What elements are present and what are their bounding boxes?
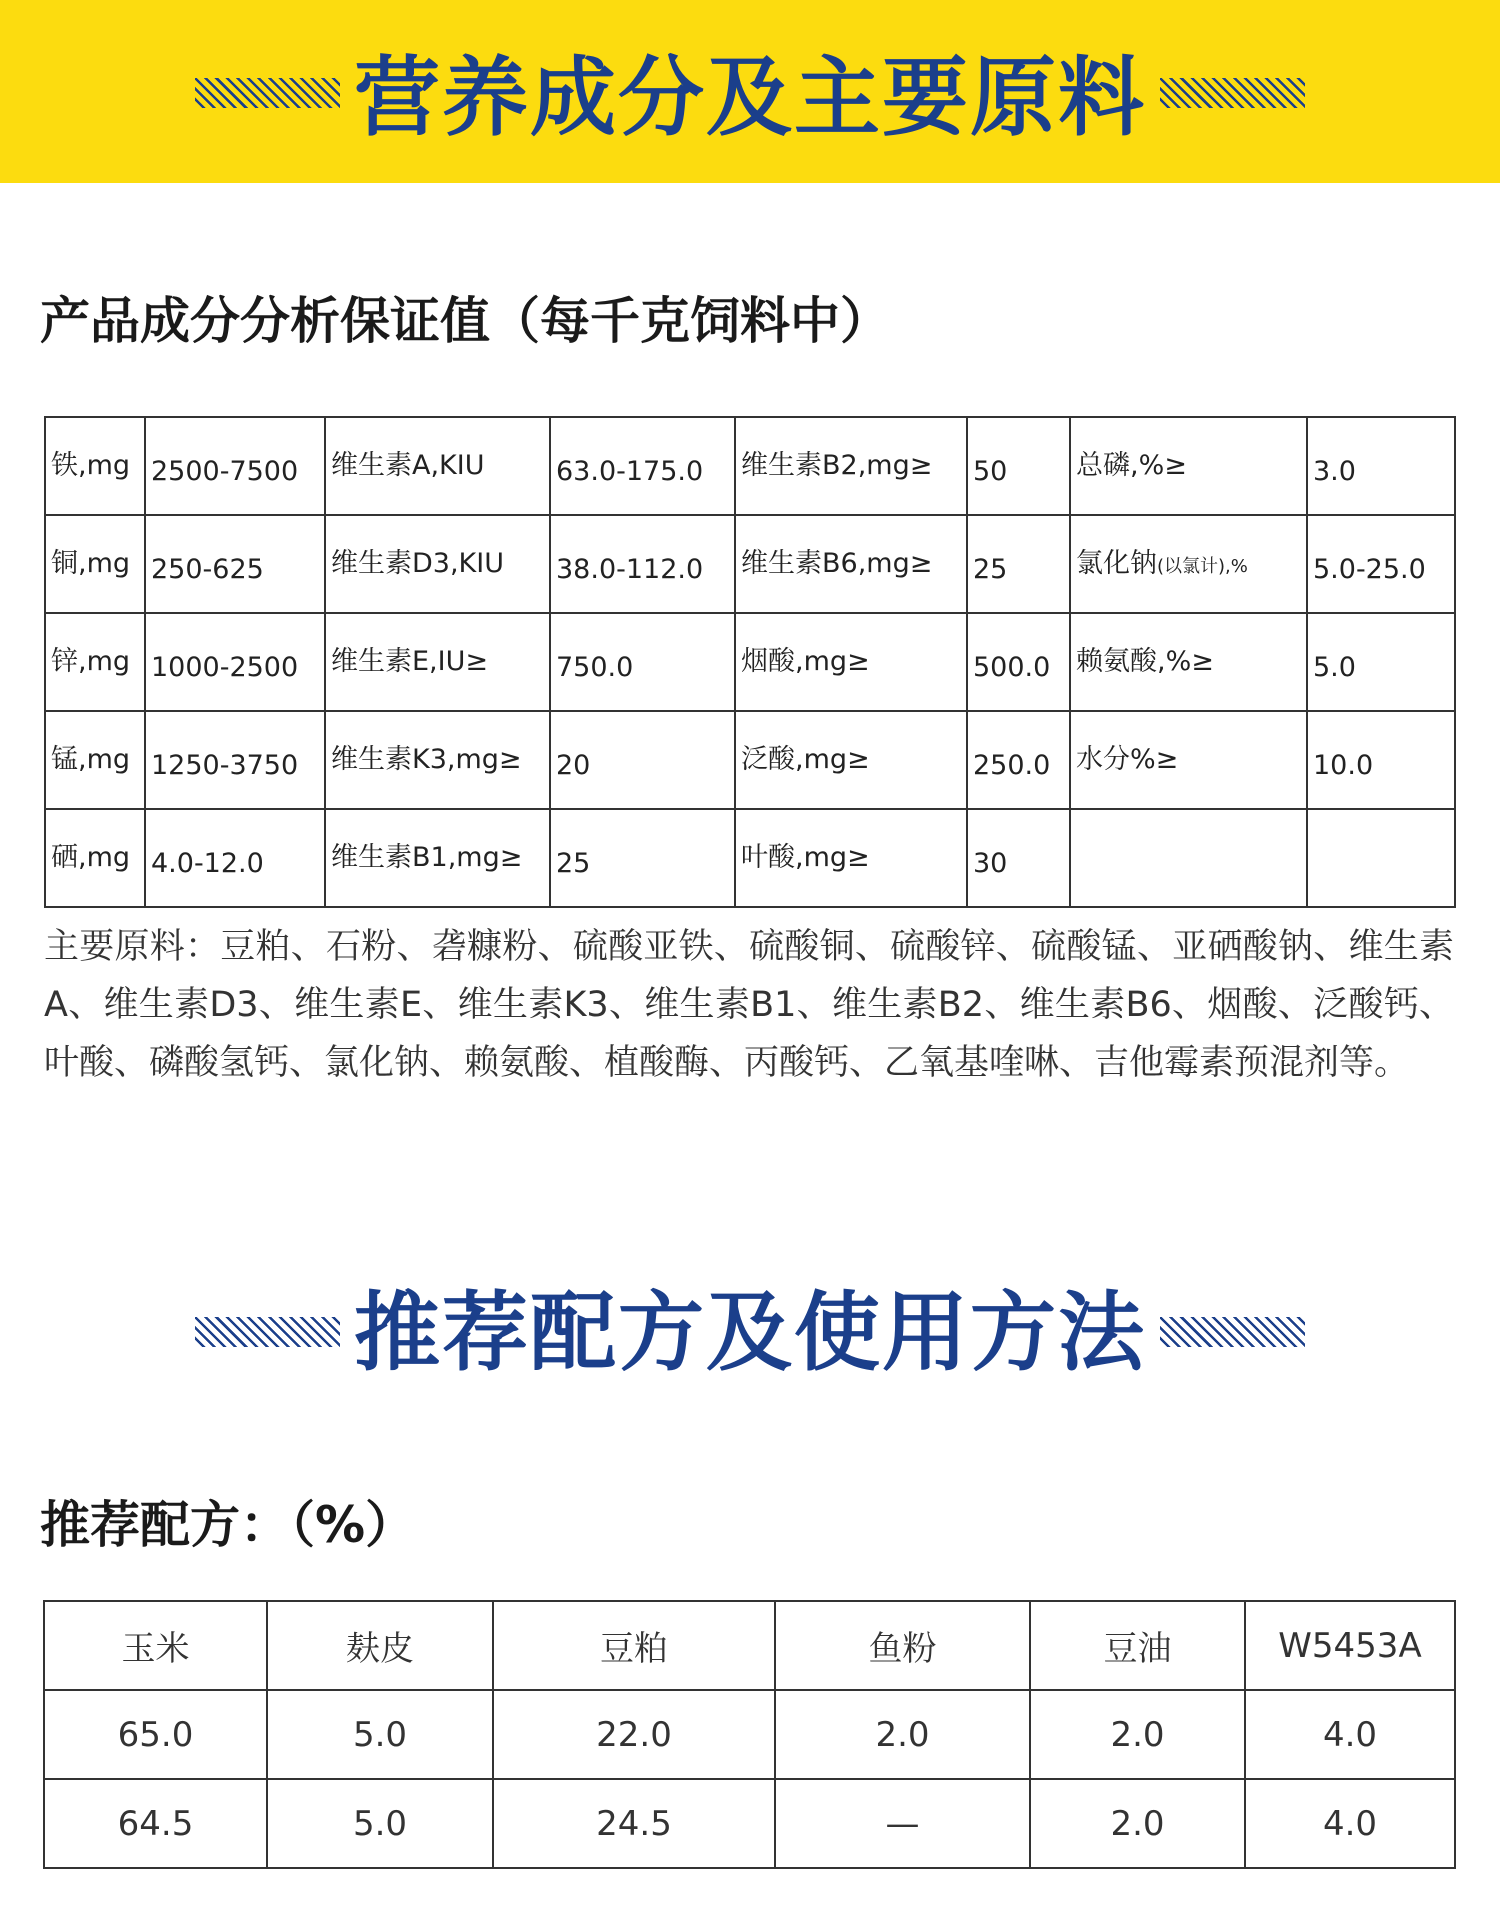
- guarantee-value-cell: [967, 711, 1070, 809]
- guarantee-label: 泛酸,mg≥: [741, 743, 870, 775]
- guarantee-label: 维生素B2,mg≥: [741, 449, 933, 481]
- guarantee-label-cell: [45, 613, 145, 711]
- guarantee-value: 5.0-25.0: [1313, 553, 1426, 585]
- guarantee-label: 烟酸,mg≥: [741, 645, 870, 677]
- guarantee-value-cell: [1307, 809, 1455, 907]
- guarantee-value: 2500-7500: [151, 455, 299, 487]
- guarantee-value: 50: [973, 455, 1008, 487]
- guarantee-label-suffix: ,%: [1225, 555, 1248, 577]
- formula-header-cell: 玉米: [44, 1601, 267, 1690]
- usage-section-title: 推荐配方及使用方法: [354, 1283, 1146, 1383]
- formula-header-cell: 麸皮: [267, 1601, 493, 1690]
- guarantee-value-cell: [550, 515, 735, 613]
- guarantee-value: 63.0-175.0: [556, 455, 704, 487]
- guarantee-value: 5.0: [1313, 651, 1356, 683]
- guarantee-row: [45, 515, 1455, 613]
- guarantee-value-cell: [145, 515, 325, 613]
- guarantee-label: 总磷,%≥: [1076, 449, 1187, 481]
- guarantee-label: 维生素B1,mg≥: [331, 841, 523, 873]
- formula-cell: 24.5: [493, 1779, 775, 1868]
- guarantee-label-cell: [325, 417, 550, 515]
- guarantee-value: 4.0-12.0: [151, 847, 264, 879]
- guarantee-label-cell: [45, 417, 145, 515]
- guarantee-row: [45, 809, 1455, 907]
- formula-cell: 64.5: [44, 1779, 267, 1868]
- guarantee-label: 铁,mg: [51, 449, 131, 481]
- guarantee-label-cell: [1070, 809, 1307, 907]
- guarantee-label-cell: [735, 711, 967, 809]
- guarantee-value: 1250-3750: [151, 749, 299, 781]
- guarantee-table: [44, 416, 1456, 908]
- guarantee-value: 3.0: [1313, 455, 1356, 487]
- formula-header-row: [44, 1601, 1455, 1690]
- guarantee-value-cell: [967, 613, 1070, 711]
- guarantee-value-cell: [550, 613, 735, 711]
- guarantee-value: 500.0: [973, 651, 1051, 683]
- guarantee-label: 维生素E,IU≥: [331, 645, 488, 677]
- guarantee-label-cell: [45, 711, 145, 809]
- formula-table-body: [44, 1601, 1455, 1868]
- guarantee-value: 1000-2500: [151, 651, 299, 683]
- guarantee-value: 30: [973, 847, 1008, 879]
- guarantee-value-cell: [550, 417, 735, 515]
- formula-heading: 推荐配方：（%）: [40, 1496, 416, 1554]
- guarantee-value-cell: [145, 809, 325, 907]
- guarantee-label-cell: [325, 809, 550, 907]
- guarantee-value-cell: [145, 417, 325, 515]
- formula-header-cell: 豆粕: [493, 1601, 775, 1690]
- guarantee-value: 38.0-112.0: [556, 553, 704, 585]
- formula-cell: 2.0: [1030, 1779, 1245, 1868]
- guarantee-value-cell: [145, 613, 325, 711]
- formula-cell: 2.0: [1030, 1690, 1245, 1779]
- guarantee-label: 维生素D3,KIU: [331, 547, 504, 579]
- guarantee-label-cell: [325, 613, 550, 711]
- guarantee-value: 25: [973, 553, 1008, 585]
- guarantee-value-cell: [967, 809, 1070, 907]
- guarantee-value-cell: [550, 711, 735, 809]
- nutrition-section-title: 营养成分及主要原料: [354, 48, 1146, 148]
- guarantee-value-cell: [967, 417, 1070, 515]
- guarantee-label: 氯化钠: [1076, 547, 1157, 579]
- guarantee-row: [45, 711, 1455, 809]
- formula-cell: 5.0: [267, 1690, 493, 1779]
- guarantee-label: 硒,mg: [51, 841, 131, 873]
- guarantee-value: 250.0: [973, 749, 1051, 781]
- guarantee-value-cell: [1307, 613, 1455, 711]
- guarantee-label: 维生素A,KIU: [331, 449, 485, 481]
- guarantee-heading: 产品成分分析保证值（每千克饲料中）: [40, 292, 890, 350]
- guarantee-label-cell: [1070, 417, 1307, 515]
- guarantee-label-cell: [735, 417, 967, 515]
- guarantee-label: 锌,mg: [51, 645, 131, 677]
- guarantee-table-body: [45, 417, 1455, 907]
- guarantee-row: [45, 417, 1455, 515]
- formula-cell: 2.0: [775, 1690, 1030, 1779]
- formula-cell: 65.0: [44, 1690, 267, 1779]
- guarantee-label: 锰,mg: [51, 743, 131, 775]
- guarantee-label-cell: [1070, 711, 1307, 809]
- main-ingredients-paragraph: 主要原料：豆粕、石粉、砻糠粉、硫酸亚铁、硫酸铜、硫酸锌、硫酸锰、亚硒酸钠、维生素A、维生素D3、维生素E、维生素K3、维生素B1、维生素B2、维生素B6、烟酸、泛酸钙、叶酸、磷酸氢钙、氯化钠、赖氨酸、植酸酶、丙酸钙、乙氧基喹啉、吉他霉素预混剂等。: [44, 927, 1454, 1083]
- guarantee-value-cell: [967, 515, 1070, 613]
- guarantee-label: 维生素K3,mg≥: [331, 743, 522, 775]
- guarantee-value: 25: [556, 847, 591, 879]
- guarantee-value: 250-625: [151, 553, 264, 585]
- formula-cell: 22.0: [493, 1690, 775, 1779]
- formula-cell: 4.0: [1245, 1779, 1455, 1868]
- guarantee-value: 750.0: [556, 651, 634, 683]
- guarantee-label-cell: [45, 515, 145, 613]
- guarantee-label-cell: [1070, 613, 1307, 711]
- guarantee-value-cell: [1307, 417, 1455, 515]
- guarantee-label: 赖氨酸,%≥: [1076, 645, 1214, 677]
- guarantee-value-cell: [145, 711, 325, 809]
- guarantee-label: 铜,mg: [51, 547, 131, 579]
- guarantee-label: 水分%≥: [1076, 743, 1179, 775]
- formula-header-cell: 豆油: [1030, 1601, 1245, 1690]
- formula-cell: 5.0: [267, 1779, 493, 1868]
- guarantee-label: 维生素B6,mg≥: [741, 547, 933, 579]
- guarantee-value-cell: [1307, 515, 1455, 613]
- formula-cell: —: [775, 1779, 1030, 1868]
- guarantee-value-cell: [1307, 711, 1455, 809]
- guarantee-value: 20: [556, 749, 591, 781]
- formula-header-cell: W5453A: [1245, 1601, 1455, 1690]
- guarantee-label: 叶酸,mg≥: [741, 841, 870, 873]
- formula-cell: 4.0: [1245, 1690, 1455, 1779]
- formula-row: [44, 1779, 1455, 1868]
- guarantee-label-cell: [1070, 515, 1307, 613]
- guarantee-label-cell: [325, 711, 550, 809]
- formula-row: [44, 1690, 1455, 1779]
- formula-table: [43, 1600, 1456, 1869]
- guarantee-label-note: (以氯计): [1157, 555, 1226, 577]
- guarantee-row: [45, 613, 1455, 711]
- formula-header-cell: 鱼粉: [775, 1601, 1030, 1690]
- guarantee-label-cell: [325, 515, 550, 613]
- guarantee-label-cell: [735, 809, 967, 907]
- guarantee-label-cell: [735, 515, 967, 613]
- guarantee-value-cell: [550, 809, 735, 907]
- guarantee-value: 10.0: [1313, 749, 1374, 781]
- guarantee-label-cell: [735, 613, 967, 711]
- guarantee-label-cell: [45, 809, 145, 907]
